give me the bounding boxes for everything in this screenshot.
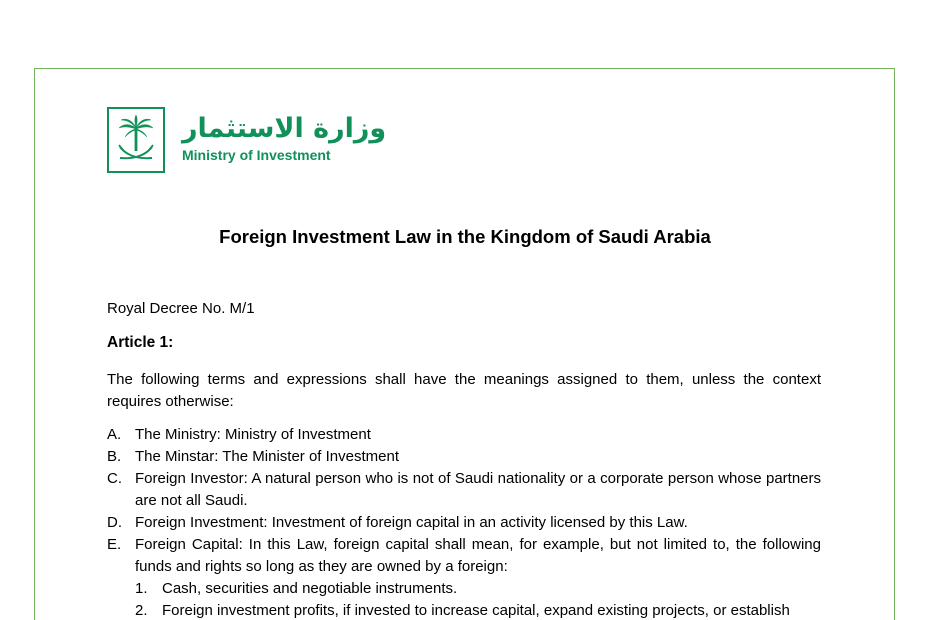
definition-text: Foreign Capital: In this Law, foreign capital shall mean, for example, but not limited to, the following funds and rights so long as they are owned by a foreign: bbox=[135, 536, 821, 575]
sub-item-number: 2. bbox=[135, 602, 148, 619]
sub-item-text: Cash, securities and negotiable instruments. bbox=[162, 580, 458, 597]
logo-english-name: Ministry of Investment bbox=[182, 146, 331, 163]
royal-decree-line: Royal Decree No. M/1 bbox=[107, 300, 255, 317]
palm-and-swords-icon bbox=[107, 107, 165, 173]
definition-item bbox=[107, 512, 821, 534]
definition-letter: E. bbox=[107, 536, 122, 553]
definitions-list bbox=[107, 424, 821, 620]
logo-text bbox=[182, 112, 387, 163]
definition-letter: D. bbox=[107, 514, 122, 531]
definition-text: Foreign Investor: A natural person who is not of Saudi nationality or a corporate person whose partners are not all Saudi. bbox=[135, 470, 821, 509]
sub-list-item bbox=[135, 600, 821, 620]
sub-item-number: 1. bbox=[135, 580, 148, 597]
definition-item bbox=[107, 468, 821, 512]
definition-text: The Minstar: The Minister of Investment bbox=[135, 448, 399, 465]
sub-item-text: Foreign investment profits, if invested to increase capital, expand existing projects, or establish bbox=[162, 602, 790, 619]
definition-letter: A. bbox=[107, 426, 122, 443]
document-title: Foreign Investment Law in the Kingdom of Saudi Arabia bbox=[219, 226, 711, 247]
definition-item bbox=[107, 446, 821, 468]
definition-text: The Ministry: Ministry of Investment bbox=[135, 426, 371, 443]
definition-letter: C. bbox=[107, 470, 122, 487]
logo-arabic-name: وزارة الاستثمار bbox=[182, 112, 387, 144]
definition-item bbox=[107, 534, 821, 620]
sub-list-item bbox=[135, 578, 821, 600]
article-intro: The following terms and expressions shall have the meanings assigned to them, unless the context requires otherwise: bbox=[107, 371, 821, 410]
ministry-logo bbox=[107, 107, 386, 173]
definition-item bbox=[107, 424, 821, 446]
foreign-capital-sublist bbox=[135, 578, 821, 620]
definition-text: Foreign Investment: Investment of foreign capital in an activity licensed by this Law. bbox=[135, 514, 688, 531]
article-heading: Article 1: bbox=[107, 334, 174, 351]
definition-letter: B. bbox=[107, 448, 122, 465]
